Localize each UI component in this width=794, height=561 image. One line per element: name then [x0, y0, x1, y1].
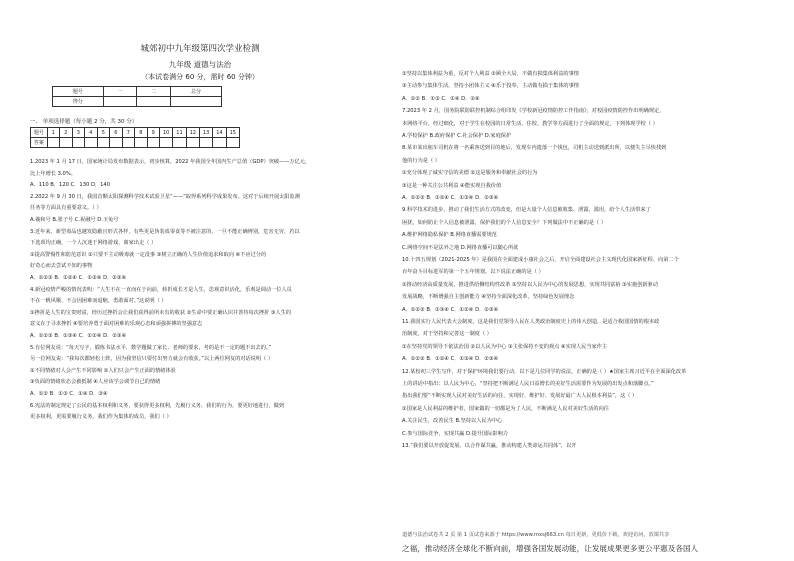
answer-header-cell: 7: [122, 128, 134, 138]
question-line: ③这是一种关注公共利益 ④能实现自我价值: [402, 182, 502, 189]
question-line: 本网络平台，经过细化，对于学生在校园的日常生活、住校、教学等方面进行了全面的规定，下列体现学校（ ）: [402, 120, 658, 127]
answer-cell[interactable]: [147, 138, 159, 148]
answer-header-cell: 4: [85, 128, 97, 138]
question-line: A．①②③ B．①③④ C．①②④ D．②③④: [402, 306, 499, 313]
question-line: 治制度，对于坚持和完善这一制度（ ）: [402, 331, 492, 338]
question-line: 发展战略，不断增强自主创新能力 ④坚持全面深化改革，坚持绿色发展理念: [402, 294, 575, 301]
answer-header-cell: 6: [110, 128, 122, 138]
score-cell: 题号: [53, 87, 104, 97]
answer-header-cell: 9: [147, 128, 159, 138]
question-line: ③主动参与集体生活，坚持小团体主义 ④乐于投奉，主动做有损于集体的事情: [402, 83, 579, 90]
question-line: 另一位网友说：“我每次都轻松上阵，因为我坚信只要付出努力就会有收获。”以上两位网友的对话说明（ ）: [30, 356, 274, 363]
question-line: 1.2023 年 1 月 17 日，国家统计局发布数据表示，初步核算，2022 年我国全年国内生产总值（GDP）突破——万亿元，: [30, 159, 311, 165]
question-line: A．①②③ B．①②④ C．①③④ D．②③④: [402, 356, 499, 363]
question-line: 不在一帆风顺、不会因困难而退缩，勇敢面对。”这说明（ ）: [30, 298, 167, 305]
answer-cell[interactable]: [110, 138, 122, 148]
score-cell: 一: [103, 87, 137, 97]
answer-cell[interactable]: [213, 138, 226, 148]
question-line: 他的行为是（ ）: [402, 157, 440, 164]
question-line: 12.某校初三学生写作，对于保护环境我们要行动，以下是几位同学的说法，正确的是（ ）★国家主席习近平在全面深化改革: [402, 368, 687, 375]
answer-header-cell: 10: [160, 128, 173, 138]
question-line: ③负面的情绪状态会被抵制 ④人应该学会调节自己的情绪: [30, 379, 161, 386]
question-line: 困扰，如何防止个人信息被泄露，保护我们的个人信息安全？下列做法中不正确的是（ ）: [402, 219, 606, 226]
answer-cell[interactable]: [122, 138, 134, 148]
section-heading: 一、 单项选择题（每小题 2 分，共 30 分）: [30, 119, 138, 125]
question-line: 百年奋斗目标进军的第一个五年规划。以下说法正确的是（ ）: [402, 269, 544, 276]
question-line: A．①②③ B．①②④ C．①③④ D．②③④: [402, 195, 499, 201]
exam-note: （本试卷满分 60 分，需时 60 分钟）: [141, 73, 259, 81]
question-line: 11.我国实行人民代表大会制度，这是我们党领导人民在人类政治制度史上的伟大创造，是适合我国国情的根本政: [402, 319, 660, 325]
question-line: ①提高警惕性和防范意识 ②只要不主动吸毒就一定没事 ③树立正确的人生价值追求和取向 ④不应过分的: [30, 251, 267, 258]
score-cell: 总分: [171, 87, 222, 97]
answer-cell[interactable]: [135, 138, 147, 148]
question-line: ①不同情绪对人会产生不同影响 ②人们只会产生正面的情绪体验: [30, 367, 176, 374]
question-line: 3.近年来，新型毒品也越发隐蔽且形式各样，有些更是伪装成零食等不被注意的，一旦不能正确辨别，危害无穷，若以: [30, 228, 300, 235]
answer-cell[interactable]: [85, 138, 97, 148]
answer-table: [30, 127, 240, 148]
question-line: 10.十四五规划（2021-2025 年）是我国在全面建成小康社会之后，开启全面建设社会主义现代化国家新征程、向第二个: [402, 257, 679, 263]
question-line: 5.有位网友说：“每天写字，锻炼书法水平，数学题做了家长、老师的要求，考的是不一定的题不出去的。”: [30, 344, 272, 351]
question-line: C.参与国际竞争，实现共赢 D.提升国际影响力: [402, 430, 508, 437]
question-line: 6.宪法的制定规定了公民的基本权利和义务，要获得更多权利，先履行义务，我们的行为，要更好地进行，做到: [30, 402, 284, 409]
question-line: 意义在于寻求挫折 ④要培养勇于面对困难的乐观心态和顽强拼搏的坚强意志: [30, 321, 203, 328]
question-line: 下选项均正确，一个人沉迷于网络游戏，离家出走（ ）: [30, 240, 157, 247]
exam-title: 城郊初中九年级第四次学业检测: [140, 44, 260, 54]
question-line: 任务等方面具有重要意义。（ ）: [30, 205, 102, 212]
answer-cell[interactable]: [160, 138, 173, 148]
answer-header-cell: 3: [72, 128, 84, 138]
answer-cell[interactable]: [173, 138, 186, 148]
answer-cell[interactable]: [186, 138, 199, 148]
answer-header-cell: 12: [186, 128, 199, 138]
question-line: 上的讲话中指出：以人民为中心，“坚持把不断满足人民日益增长的美好生活需要作为发展的出发点和落脚点。”: [402, 381, 654, 387]
question-line: 9.科学技术的进步，推动了我们生活方式的改变，但是大量个人信息被收集、泄露、滥用，给个人生活带来了: [402, 207, 651, 214]
question-line: 更多权利，更需要履行义务。我们作为集体的成员，我们（ ）: [30, 414, 172, 421]
answer-cell[interactable]: [226, 138, 239, 148]
question-line: A．①②③ B．①②④ C．①③④ D．②③④: [30, 275, 127, 281]
question-line: A.关注民生，改善民生 B.坚持以人民为中心: [402, 418, 503, 425]
question-line: C.网络空间不是法外之地 D.网络直播可以随心所欲: [402, 244, 519, 251]
question-line: A．110 B．120 C．130 D．140: [30, 182, 111, 189]
footer-text: 之福，推动经济全球化不断向前，增强各国发展动能，让发展成果更多更公平惠及各国人: [402, 544, 699, 553]
question-line: ①推动经济高质量发展，推进供给侧结构性改革 ②坚持以人民为中心的发展思想，实现共同富裕 ③实施创新驱动: [402, 281, 658, 288]
answer-header-cell: 题号: [31, 128, 48, 138]
question-line: 比上年增长 3.0%。: [30, 170, 76, 177]
answer-cell[interactable]: [47, 138, 59, 148]
answer-header-cell: 1: [47, 128, 59, 138]
question-line: 指出我们要“不断实现人民对美好生活的向往，实现好、维护好、发展好最广大人民根本利益”，这（ ）: [402, 393, 638, 400]
answer-header-cell: 15: [226, 128, 239, 138]
question-line: 13.“我们要以开放促发展、以合作谋共赢，推动构建人类命运共同体”，以开: [402, 443, 577, 449]
answer-cell[interactable]: 答案: [31, 138, 48, 148]
question-line: 2.2022 年 9 月 30 日，我国首颗太阳探测科学技术试验卫星“——”取得系列科学成果发布。这对于后续开展太阳监测: [30, 193, 300, 200]
answer-cell[interactable]: [60, 138, 72, 148]
question-line: ①坚持以集体利益为重，反对个人利益 ②顾全大局，不做有损集体利益的事情: [402, 71, 579, 77]
score-cell: 得分: [53, 97, 104, 107]
score-cell[interactable]: [103, 97, 137, 107]
question-line: ①挫折是人生的宝贵财富，经历过挫折会让我们获得前所未有的收获 ②生命中要正确认识并善待每次挫折 ③人生的: [30, 309, 292, 316]
answer-header-cell: 8: [135, 128, 147, 138]
question-line: A.维护网络隐私保护 B.网络直播需要规范: [402, 232, 497, 239]
question-line: ①充分体现了诚实守信的美德 ②这是服务和奉献社会的行为: [402, 170, 538, 177]
question-line: 好奇心而去尝试不知的事物: [30, 263, 93, 270]
question-line: A.羲和号 B.墨子号 C.祝融号 D.玉兔号: [30, 217, 119, 223]
question-line: A.学校保护 B.政府保护 C.社会保护 D.家庭保护: [402, 133, 512, 139]
score-cell[interactable]: [171, 97, 222, 107]
answer-cell[interactable]: [97, 138, 109, 148]
answer-header-cell: 13: [199, 128, 212, 138]
question-line: 4.新冠疫情严峻的情况表明：“人生不在一直而在于向前，转折成长才是人生，思观意识活化，乐观是调动一位人员: [30, 286, 292, 293]
question-line: A．①② B．①③ C．①④ D．③④: [30, 391, 108, 397]
question-line: 7.2023 年 2 月，国务院联防联控机制综合组印发《学校新冠疫情防控工作指南》，对校园疫情防控作出明确规定，: [402, 108, 665, 115]
answer-header-cell: 5: [97, 128, 109, 138]
answer-header-cell: 11: [173, 128, 186, 138]
score-table: [52, 86, 222, 107]
question-line: ①在坚持党的领导下依法治国 ②以人民为中心 ③主张保持不变的观点 ④实现人民当家作主: [402, 343, 608, 350]
question-line: A．①②③ B．①③④ C．①②④ D．②③④: [30, 333, 127, 339]
exam-subject: 九年级 道德与法治: [168, 60, 232, 69]
footer-source: 道德与法治试卷共 2 页 第 1 页试卷来源于 https://www.mxsj663.cn 每日更新，更低价下载，欢迎访问，放课共享: [402, 532, 670, 538]
score-cell: 二: [137, 87, 171, 97]
answer-header-cell: 2: [60, 128, 72, 138]
answer-cell[interactable]: [72, 138, 84, 148]
answer-cell[interactable]: [199, 138, 212, 148]
score-cell[interactable]: [137, 97, 171, 107]
answer-header-cell: 14: [213, 128, 226, 138]
question-line: ①国家是人民利益的维护者，国家做的一切都是为了人民，不断满足人民对美好生活的向往: [402, 405, 609, 412]
question-line: 8.某市某出租车司机在将一名乘客送到目的地后，发现车内遗落一个钱包，司机主动送到派出所，以便失主尽快找到: [402, 145, 667, 152]
question-line: A．①② B．①③ C．①④ D．②④: [402, 95, 480, 102]
